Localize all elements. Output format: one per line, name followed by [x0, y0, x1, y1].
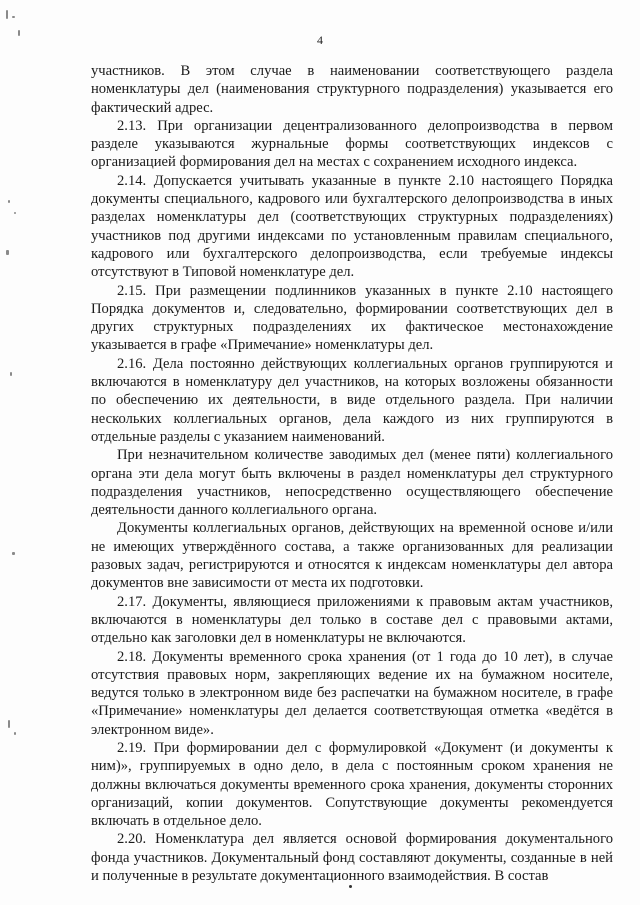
paragraph-2-20: 2.20. Номенклатура дел является основой формирования документального фонда участников. Документальный фонд составляют документы, созданные в ней и полученные в результате документационного взаимодействия. В состав: [91, 831, 613, 885]
scan-mark: [8, 200, 10, 203]
paragraph-2-19: 2.19. При формировании дел с формулировкой «Документ (и документы к ним)», группируемых в одно дело, в дела с постоянным сроком хранения не должны включаться документы временного срока хранения, документы сторонних организаций, копии документов. Сопутствующие документы рекомендуется включать в отдельное дело.: [91, 739, 613, 830]
scan-margin-artifacts: [0, 0, 30, 905]
scan-mark: [12, 552, 15, 555]
scan-mark: [14, 212, 16, 214]
scan-mark: [10, 372, 12, 376]
scan-mark: [6, 10, 8, 19]
scan-mark: [12, 16, 15, 18]
paragraph-2-16: 2.16. Дела постоянно действующих коллегиальных органов группируются и включаются в номенклатуру дел участников, на которых возложены обязанности по обеспечению их деятельности, в виде отдельного раздела. При наличии нескольких коллегиальных органов, дела каждого из них группируются в отдельные разделы с указанием наименований.: [91, 355, 613, 445]
paragraph-2-16-small-bodies: При незначительном количестве заводимых дел (менее пяти) коллегиального органа эти дела могут быть включены в раздел номенклатуры дел структурного подразделения участников, непосредственно осуществляющего обеспечение деятельности данного коллегиального органа.: [91, 447, 613, 519]
scan-mark: [8, 720, 10, 728]
scan-mark: [6, 250, 9, 255]
page-number: 4: [317, 33, 323, 47]
paragraph-2-16-temporary-bodies: Документы коллегиальных органов, действующих на временной основе и/или не имеющих утверждённого состава, а также организованных для реализации разовых задач, регистрируются и относятся к индексам номенклатуры дел автора документов вне зависимости от места их подготовки.: [91, 520, 613, 592]
paragraph-2-17: 2.17. Документы, являющиеся приложениями к правовым актам участников, включаются в номенклатуры дел только в составе дел с правовыми актами, отдельно как заголовки дел в номенклатуры не включаются.: [91, 593, 613, 647]
scan-dot: [349, 885, 352, 888]
paragraph-2-18: 2.18. Документы временного срока хранения (от 1 года до 10 лет), в случае отсутствия правовых норм, закрепляющих ведение их на бумажном носителе, ведутся только в электронном виде без распечатки на бумажном носителе, в графе «Примечание» номенклатуры дел делается соответствующая отметка «ведётся в электронном виде».: [91, 648, 613, 738]
paragraph-2-15: 2.15. При размещении подлинников указанных в пункте 2.10 настоящего Порядка документов и, следовательно, формировании соответствующих дел в других структурных подразделениях их фактическое местонахождение указывается в графе «Примечание» номенклатуры дел.: [91, 282, 613, 354]
document-body: [91, 62, 613, 885]
paragraph-continuation: участников. В этом случае в наименовании соответствующего раздела номенклатуры дел (наименования структурного подразделения) указывается его фактический адрес.: [91, 63, 613, 116]
scan-mark: [14, 732, 16, 735]
paragraph-2-13: 2.13. При организации децентрализованного делопроизводства в первом разделе указываются журнальные формы соответствующих индексов с организацией формирования дел на местах с сохранением исходного индекса.: [91, 117, 613, 171]
paragraph-2-14: 2.14. Допускается учитывать указанные в пункте 2.10 настоящего Порядка документы специального, кадрового или бухгалтерского делопроизводства в иных разделах номенклатуры дел (соответствующих структурных подразделениях) участников под другими индексами по установленным правилам специального, кадрового или бухгалтерского делопроизводства, если требуемые индексы отсутствуют в Типовой номенклатуре дел.: [91, 172, 613, 281]
